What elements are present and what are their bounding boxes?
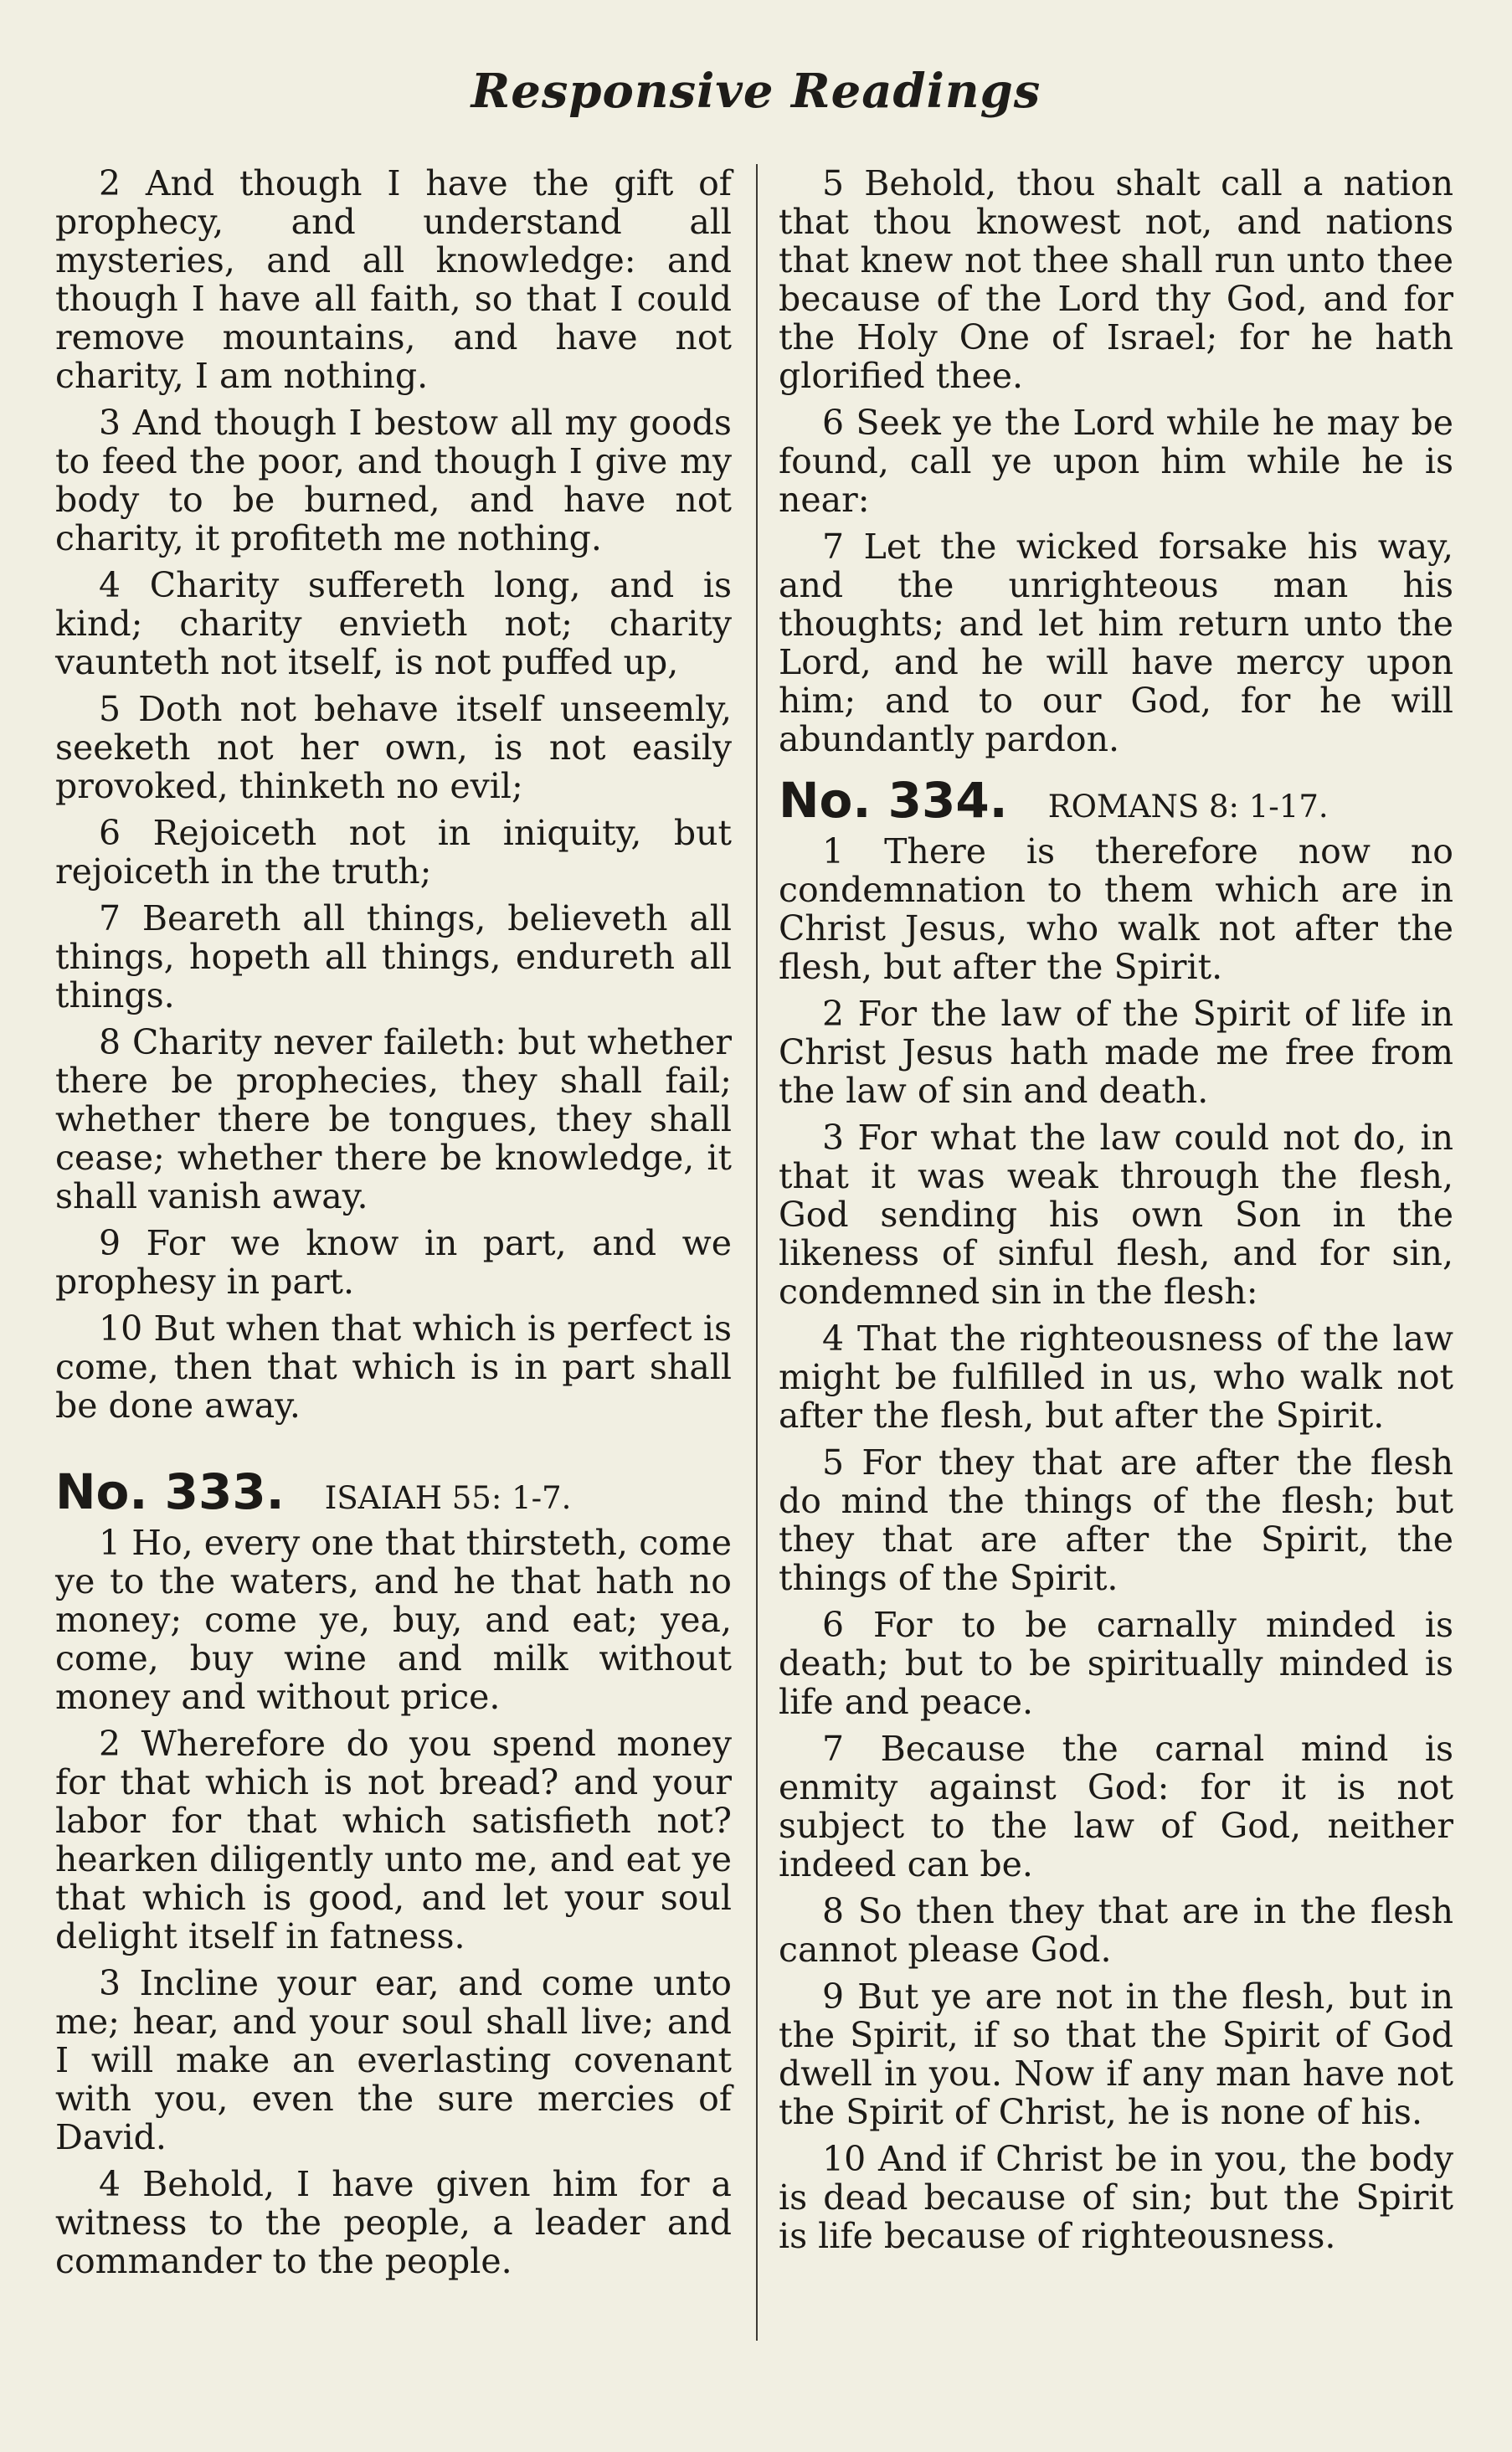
verse: 3 For what the law could not do, in that it was weak through the flesh, God sending his own Son in the likeness of sinful flesh, and for sin, condemned sin in the flesh:	[779, 1118, 1453, 1312]
verse: 4 That the righteousness of the law might be fulfilled in us, who walk not after the flesh, but after the Spirit.	[779, 1319, 1453, 1436]
reading-heading	[779, 774, 1453, 827]
verse: 8 So then they that are in the flesh cannot please God.	[779, 1891, 1453, 1970]
right-column	[779, 164, 1453, 2264]
reading-heading	[55, 1465, 732, 1519]
verse: 6 For to be carnally minded is death; but to be spiritually minded is life and peace.	[779, 1605, 1453, 1722]
verse: 2 Wherefore do you spend money for that which is not bread? and your labor for that which satisfieth not? hearken diligently unto me, and eat ye that which is good, and let your soul delight itself in fatness.	[55, 1724, 732, 1956]
verse: 2 And though I have the gift of prophecy, and understand all mysteries, and all knowledge: and though I have all faith, so that I could remove mountains, and have not charity, I am nothing.	[55, 163, 732, 396]
verse: 1 There is therefore now no condemnation to them which are in Christ Jesus, who walk not after the flesh, but after the Spirit.	[779, 831, 1453, 987]
verse: 4 Charity suffereth long, and is kind; charity envieth not; charity vaunteth not itself, is not puffed up,	[55, 565, 732, 682]
left-column	[55, 164, 732, 2289]
reading-reference: ROMANS 8: 1-17.	[1047, 789, 1329, 825]
verse: 3 And though I bestow all my goods to feed the poor, and though I give my body to be burned, and have not charity, it profiteth me nothing.	[55, 403, 732, 558]
verse: 5 Doth not behave itself unseemly, seeketh not her own, is not easily provoked, thinketh no evil;	[55, 689, 732, 806]
verse: 9 For we know in part, and we prophesy in part.	[55, 1223, 732, 1302]
column-divider	[756, 164, 758, 2341]
verse: 8 Charity never faileth: but whether there be prophecies, they shall fail; whether there be tongues, they shall cease; whether there be knowledge, it shall vanish away.	[55, 1022, 732, 1216]
verse: 10 But when that which is perfect is come, then that which is in part shall be done away.	[55, 1308, 732, 1426]
verse: 6 Seek ye the Lord while he may be found, call ye upon him while he is near:	[779, 403, 1453, 520]
verse: 10 And if Christ be in you, the body is dead because of sin; but the Spirit is life because of righteousness.	[779, 2139, 1453, 2256]
verse: 4 Behold, I have given him for a witness to the people, a leader and commander to the people.	[55, 2164, 732, 2281]
reading-reference: ISAIAH 55: 1-7.	[324, 1480, 572, 1516]
verse: 9 But ye are not in the flesh, but in the Spirit, if so that the Spirit of God dwell in you. Now if any man have not the Spirit of Christ, he is none of his.	[779, 1977, 1453, 2132]
verse: 7 Because the carnal mind is enmity against God: for it is not subject to the law of God, neither indeed can be.	[779, 1729, 1453, 1884]
verse: 7 Beareth all things, believeth all things, hopeth all things, endureth all things.	[55, 898, 732, 1015]
verse: 5 Behold, thou shalt call a nation that thou knowest not, and nations that knew not thee shall run unto thee because of the Lord thy God, and for the Holy One of Israel; for he hath glorified thee.	[779, 163, 1453, 396]
verse: 1 Ho, every one that thirsteth, come ye to the waters, and he that hath no money; come ye, buy, and eat; yea, come, buy wine and milk without money and without price.	[55, 1523, 732, 1717]
reading-number: No. 333.	[55, 1463, 285, 1520]
page-title: Responsive Readings	[471, 64, 1041, 119]
verse: 6 Rejoiceth not in iniquity, but rejoiceth in the truth;	[55, 813, 732, 892]
verse: 5 For they that are after the flesh do mind the things of the flesh; but they that are after the Spirit, the things of the Spirit.	[779, 1442, 1453, 1598]
reading-number: No. 334.	[779, 772, 1008, 829]
verse: 2 For the law of the Spirit of life in Christ Jesus hath made me free from the law of sin and death.	[779, 994, 1453, 1111]
verse: 7 Let the wicked forsake his way, and the unrighteous man his thoughts; and let him return unto the Lord, and he will have mercy upon him; and to our God, for he will abundantly pardon.	[779, 527, 1453, 759]
verse: 3 Incline your ear, and come unto me; hear, and your soul shall live; and I will make an everlasting covenant with you, even the sure mercies of David.	[55, 1963, 732, 2157]
